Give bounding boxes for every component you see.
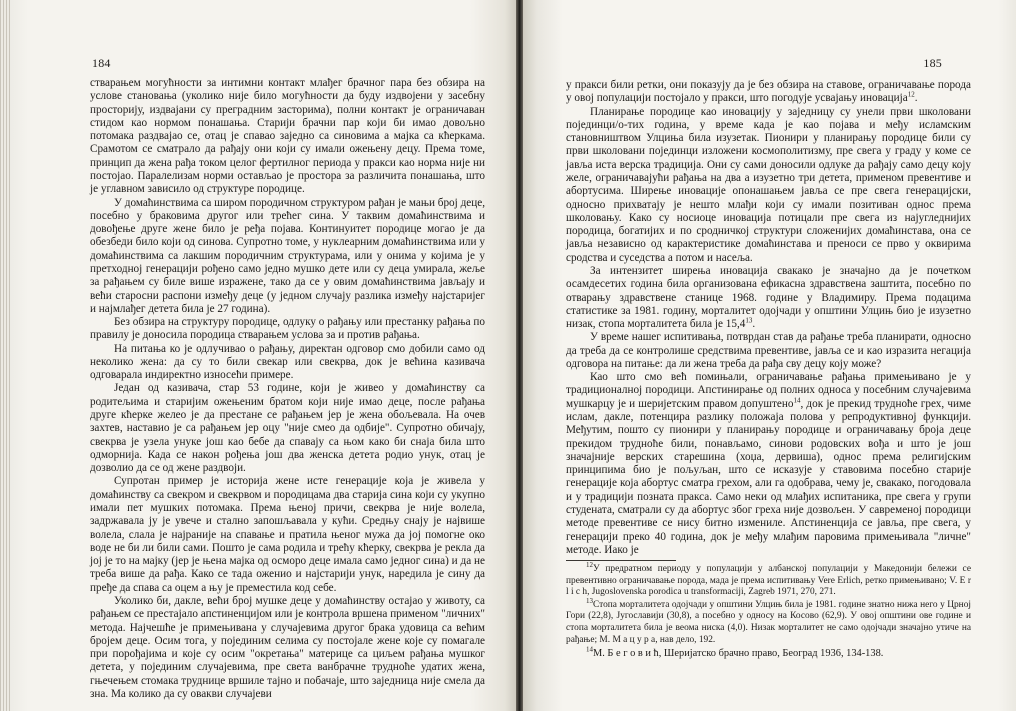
paragraph: У домаћинствима са широм породичном структуром рађан је мањи број деце, посебно у браковима другог или трећег сина. У таквим домаћинствима и довођење друге жене било је ређа појава. Континуитет породице могао је да обезбеди било који од синова. Супротно томе, у нуклеарним домаћинствима или у домаћинствима са лакшим породичним структурама, или у онима у којима је у претходној генерацији рођено само једно мушко дете или су деца умирала, жеље за рађањем су биле више изражене, тако да се у овим домаћинствима јављају и већи старосни распони између деце (у једном случају разлика између најстаријег и најмлађег детета била је 27 година).: [90, 196, 485, 315]
paragraph: Уколико би, дакле, већи број мушке деце у домаћинству остајао у животу, са рађањем се престајало апстиненцијом или је контрола вршена применом "личних" метода. Најчешће је примењивана у случајевима другог брака удовица са већим бројем деце. Осим тога, у појединим селима су постојале жене које су помагале при порођајима и које су осим "окретања" материце са циљем рађања мушког детета, у појединим случајевима, пре света ванбрачне труднoће удатих жена, гњечењем стомака труднице вршиле тајно и побачаје, што заједница није смела да зна. Ма колико да су овакви случајеви: [90, 594, 485, 700]
paragraph-text: За интензитет ширења иновација свакако је значајно да је почетком осамдесетих година била организована ефикасна здравствена заштита, посебно по отварању здравствене станице 1968. године у Владимиру. Према подацима статистике за 1981. годину, морталитет одојчади у општини Улцињ био је изузетно низак, стопа морталитета била је 15,4: [566, 264, 971, 331]
footnotes: [566, 560, 971, 661]
page-number-left: 184: [92, 56, 111, 70]
paragraph-tail: .: [914, 92, 918, 105]
paragraph: Један од казивача, стар 53 године, који је живео у домаћинству са родитељима и старијим ожењеним братом који није имао деце, после рађања друге кћерке желео је да престане се рађањем јер је жена обољевала. На очев захтев, наставио је са рађањем јер оцу "није смео да одбије". Супротно обичају, свекрва је узела унуке још као бебе да спавају са њом како би снаја била што одморнија. Када се након рођења још два женска детета родио унук, отац је дозволио да се од жене раздвоји.: [90, 382, 485, 475]
paragraph: [566, 79, 971, 106]
right-page-text: [566, 79, 971, 557]
paragraph-tail: , док је прекид трудноће грех, чиме ислам, дакле, потенцира разлику положаја полова у репродуктивној функцији. Међутим, пошто су пионири у планирању породице и ограничавању броја деце прекидом трудноће били, понављамо, синови родовских вођа и што је још значајније верских старешина (хоџа, дервиша), однос према религијским принципима био је пољуљан, што се исказује у ставовима посебно старије генерације која абортус сматра грехом, али га одобрава, чему је, свакако, погодовала и у традицији позната пракса. Само неки од млађих испитаника, пре свега у групи студената, сматрали су да абортус због греха није дозвољен. У савременој породици методе превентиве се нису битно измениле. Апстиненција се јавља, пре свега, у генерацији преко 40 година, док је међу млађим паровима примењивала "личне" методе. Иако је: [566, 397, 971, 556]
footnote-text: У предратном периоду у популацији у албанској популацији у Македонији бележи се превентивно ограничавање порода, мада је према испитивању Vere Erlich, ретко примењивано; V. E r l i c h, Jugoslovenska porodica u transformaciji, Zagreb 1971, 270, 271.: [566, 564, 971, 598]
paragraph: [566, 265, 971, 331]
paragraph: стварањем могућности за интимни контакт млађег брачног пара без обзира на услове становања (уколико није било могућности да буду издвојени у засебну просторију, издвајани су преградним засторима), полни контакт је ограничаван стидом као нормом понашања. Старији брачни пар који би имао довољно потомака раздвајао се, отац је спавао заједно са синовима а мајка са кћеркама. Срамотом се сматрало да рађају они који су имали ожењену децу. Према томе, принцип да жена рађа током целог фертилног периода у пракси као норма није ни постојао. Паралелизам норми остављао је простора за различита понашања, што је углавном зависило од структуре породице.: [90, 77, 485, 196]
footnote: [566, 645, 971, 660]
footnote-mark: 12: [586, 560, 593, 569]
footnote: [566, 560, 971, 599]
footnote: [566, 596, 971, 646]
paragraph: Супротан пример је историја жене исте генерације која је живела у домаћинству са свекром и свекрвом и породицама два старија сина који су укупно имали пет мушких потомака. Према њеној причи, свекрва је није волела, задржавала ју је увече и стално запошљавала у кући. Средњу снају је највише волела, слала је најраније на спавање и пратила њеног мужа да јој помогне око воде не би ли били сами. Пошто је сама родила и трећу кћерку, свекрва је рекла да јој је то на мајку (јер је њена мајка од осморо деце имала само једног сина) и да не треба више да рађа. Како се тада оженио и најстарији унук, наредила је сину да пређе да спава са оцем а њу је преместила код себе.: [90, 475, 485, 594]
paragraph-text: У време нашег испитивања, потврдан став да рађање треба планирати, односно да треба да се контролише средствима превентиве, јавља се и као изразита негација одговора на питање: да ли жена треба да рађа сву децу коју може?: [566, 331, 971, 370]
paragraph-text: у пракси били ретки, они показују да је без обзира на ставове, ограничавање порода у овој популацији постојало у пракси, што погодује усвајању иновација: [566, 79, 971, 105]
paragraph-tail: .: [752, 318, 756, 331]
footnote-text: М. Б е г о в и ћ, Шеријатско брачно право, Београд 1936, 134-138.: [593, 648, 884, 660]
left-page-text: [90, 77, 485, 701]
footnote-ref: 14: [793, 396, 801, 405]
book-gutter: [516, 0, 523, 711]
paragraph: [566, 331, 971, 371]
footnote-text: Стопа морталитета одојчади у општини Улцињ била је 1981. године знатно нижа него у Црној Гори (22,8), Југославији (30,8), а посебно у односу на Косово (62,9). У овој општини ове године и стопа морталитета била је веома ниска (4,0). Низак морталитет не само одојчади значајно утиче на рађање; М. М а ц у р а, нав дело, 192.: [566, 599, 971, 645]
footnote-mark: 13: [586, 596, 593, 605]
footnote-ref: 13: [745, 316, 753, 325]
paragraph: [566, 106, 971, 265]
paragraph-text: Као што смо већ помињали, ограничавање рађања примењивано је у традиционалној породици. Апстинирање од полних односа у посебним случајевима мушкарцу је и шеријетским правом допуштено: [566, 371, 971, 410]
paragraph-text: Планирање породице као иновацију у заједницу су унели први школовани појединци/о-тих година, у време када је као појава и међу исламским становништвом Улциња била изузетак. Пионири у планирању породице били су први школовани појединци изложени космополитизму, пре свега у граду у коме се јавља иста верска традиција. Они су сами доносили одлуке да рађају само децу коју желе, ограничавајући рађања на два а изузетно три детета, применом превентиве и абортусима. Ширење иновације опонашањем јавља се пре свега генерацијски, односно прихватају је нешто млађи који су имали позитиван однос према школовању. Како су носиоце иновација потицали пре свега из најугледнијих породица, богатијих и по сродничкој структури сложенијих домаћинстава, она се јавља независно од карактеристике домаћинстава и преноси се прво у оквирима сродства и суседства а потом и насеља.: [566, 105, 971, 264]
page-number-right: 185: [923, 56, 942, 70]
footnote-divider: [566, 560, 676, 561]
footnote-ref: 12: [907, 90, 915, 99]
paragraph: [566, 371, 971, 557]
footnote-mark: 14: [586, 645, 593, 654]
paragraph: На питања ко је одлучивао о рађању, директан одговор смо добили само од неколико жена: да су то били свекар или свекрва, док је већина казивача одговарала индиректно износећи примере.: [90, 342, 485, 382]
paragraph: Без обзира на структуру породице, одлуку о рађању или престанку рађања по правилу је доносила породица стварањем услова за и против рађања.: [90, 316, 485, 342]
page-stack-edge: [0, 0, 10, 711]
